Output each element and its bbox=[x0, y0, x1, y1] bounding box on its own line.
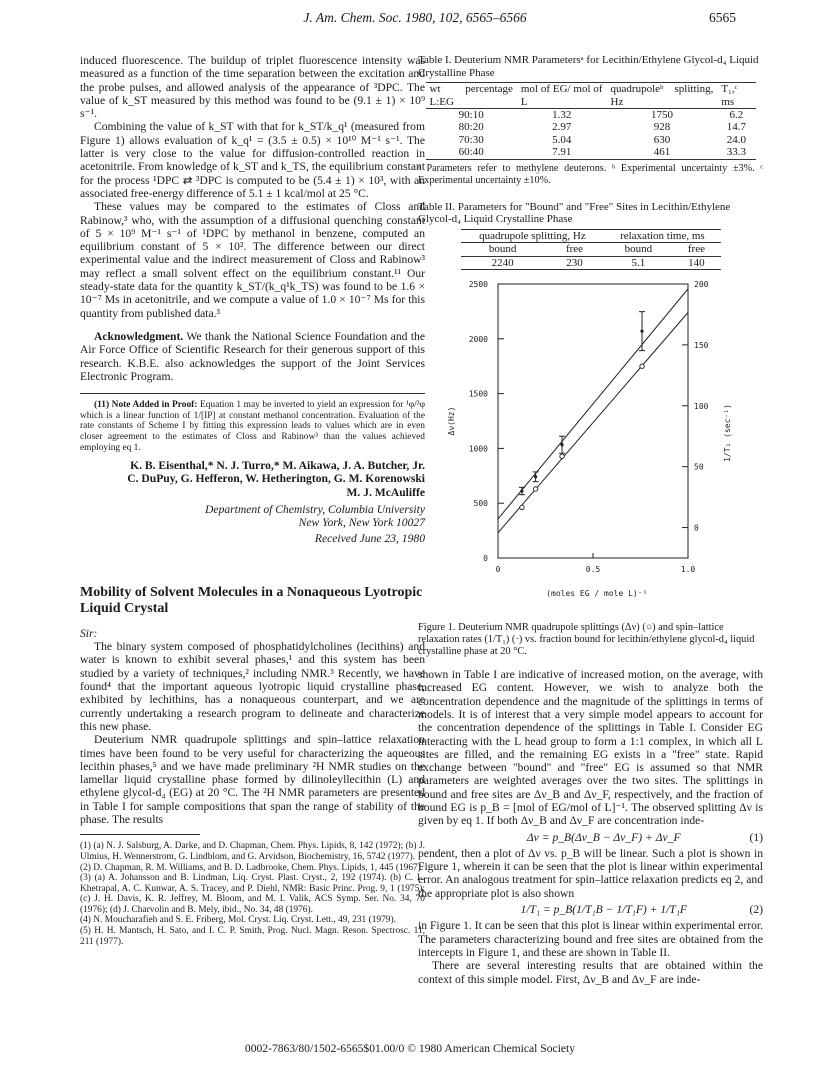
paragraph: These values may be compared to the estimates of Closs and Rabinow,³ who, with the assumption of a diffusional quenching constant of 5 × 10⁹ M⁻¹ s⁻¹ of ¹DPC by methanol in benzene, computed an equilibrium constant of 5 × 10². The difference between our direct experimental value and the indirect measurement of Closs and Rabinow³ may reflect a small solvent effect on the equilibrium constant.¹¹ Our steady-state data for the quantity k_ST/(k_q¹k_TS) was found to be 1.6 × 10⁻⁷ Ms in acetonitrile, and we compute a value of 1.0 × 10⁻⁷ Ms for this quantity from published data.³ bbox=[80, 200, 425, 320]
footnote-11 bbox=[80, 400, 425, 453]
table2-cell: 2240 bbox=[491, 256, 514, 269]
table-cell: 70:30 bbox=[458, 133, 484, 146]
y-right-tick-label: 150 bbox=[694, 340, 709, 350]
right-column bbox=[418, 54, 763, 986]
table1-header: T₁,ᶜ ms bbox=[721, 83, 738, 108]
reference-item: (2) D. Chapman, R. M. Williams, and B. D. Ladbrooke, Chem. Phys. Lipids, 1, 445 (1967). bbox=[80, 862, 424, 873]
y-right-tick-label: 200 bbox=[694, 280, 709, 290]
table2 bbox=[461, 229, 721, 270]
table-cell: 7.91 bbox=[552, 146, 572, 159]
table1-header: wt percentage L:EG bbox=[429, 83, 513, 108]
y-right-tick-label: 100 bbox=[694, 401, 709, 411]
data-point-splitting bbox=[560, 454, 564, 458]
paragraph: Combining the value of k_ST with that for k_ST/k_q¹ (measured from Figure 1) allows evaluation of k_q¹ = (3.5 ± 0.5) × 10¹⁰ M⁻¹ s⁻¹. The latter is very close to the value for diffusion-controlled reaction in acetonitrile. From knowledge of k_ST and k_TS, the equilibrium constant for the process ¹DPC ⇄ ³DPC is computed to be (5.4 ± 1) × 10³, with an associated free-energy difference of 5.1 ± 1 kcal/mol at 25 °C. bbox=[80, 120, 425, 200]
table-cell: 14.7 bbox=[726, 121, 747, 134]
y-left-axis-label: Δν(Hz) bbox=[447, 406, 456, 436]
table2-caption: Table II. Parameters for "Bound" and "Free" Sites in Lecithin/Ethylene Glycol-d₄ Liquid Crystalline Phase bbox=[418, 200, 731, 226]
x-tick-label: 0.5 bbox=[585, 565, 601, 575]
reference-list bbox=[80, 841, 425, 947]
table-cell: 60:40 bbox=[458, 146, 484, 159]
reference-item: (4) N. Moucharafieh and S. E. Friberg, Mol. Cryst. Liq. Cryst. Lett., 49, 231 (1979). bbox=[80, 915, 396, 926]
table-cell: 24.0 bbox=[726, 133, 747, 146]
x-tick-label: 1.0 bbox=[680, 565, 696, 575]
footnote-text: Equation 1 may be inverted to yield an expression for ¹φ/³φ which is a linear function of 1/[IP] at constant methanol concentration. Evaluation of the rate constants of Scheme I by fitting this expression leads to values which are in even closer agreement to the estimates of Closs and Rabinow³ than the values achieved employing eq 1. bbox=[80, 400, 425, 453]
table-cell: 6.2 bbox=[729, 109, 744, 121]
equation-number: (2) bbox=[749, 903, 763, 917]
table-cell: 80:20 bbox=[458, 121, 484, 134]
fit-line-splitting bbox=[498, 313, 688, 533]
table2-group-header: quadrupole splitting, Hz bbox=[461, 229, 605, 242]
paragraph: pendent, then a plot of Δν vs. p_B will be linear. Such a plot is shown in Figure 1, wherein it can be seen that the plot is linear within experimental error. An analogous treatment for spin–lattice relaxation predicts eq 2, and the appropriate plot is also shown bbox=[418, 846, 763, 900]
table1-header: quadrupoleᵇ splitting, Hz bbox=[610, 83, 714, 108]
figure1-chart bbox=[418, 276, 763, 616]
authors-line: M. J. McAuliffe bbox=[346, 485, 425, 499]
left-column bbox=[80, 54, 425, 947]
data-point-splitting bbox=[520, 505, 524, 509]
y-left-tick-label: 1000 bbox=[468, 444, 488, 454]
y-left-tick-label: 1500 bbox=[468, 389, 488, 399]
table-cell: 928 bbox=[653, 121, 671, 134]
paragraph: shown in Table I are indicative of increased motion, on the average, with increased EG content. However, we wish to analyze both the concentration dependence and the magnitude of the splittings in terms of models. It is of interest that a very simple model appears to account for the concentration dependence of the splittings in Table I. Consider EG interacting with the L head group to form a 1:1 complex, in which all L sites are filled, and the remaining EG exists in a "free" state. Rapid exchange between "bound" and "free" EG is assumed so that NMR parameters are weighted averages over the two sites. The splittings in bound and free sites are Δν_B and Δν_F, respectively, and the fraction of bound EG is p_B = [mol of EG/mol of L]⁻¹. The observed splitting Δν is given by eq 1. If both Δν_B and Δν_F are concentration inde- bbox=[418, 668, 763, 828]
equation-text: 1/T₁ = p_B(1/T₁B − 1/T₁F) + 1/T₁F bbox=[520, 903, 687, 917]
table1 bbox=[426, 82, 756, 159]
data-point-relaxation bbox=[560, 443, 563, 446]
table2-subheader: free bbox=[565, 243, 584, 256]
table-cell: 1750 bbox=[650, 109, 673, 121]
equation-text: Δν = p_B(Δν_B − Δν_F) + Δν_F bbox=[526, 830, 681, 844]
reference-item: (3) (a) A. Johansson and B. Lindman, Liq. Cryst. Plast. Cryst., 2, 192 (1974). (b) C. L. Khetrapal, A. C. Kunwar, A. S. Tracey, and P. Diehl, NMR: Basic Princ. Prog. 9, 1 (1975); (c) J. H. Davis, K. R. Jeffrey, M. Bloom, and M. I. Valik, ACS Symp. Ser. No. 34, 70 (1976); (d) J. Charvolin and B. Mely, ibid., No. 34, 48 (1976). bbox=[80, 873, 425, 915]
affiliation-line: Department of Chemistry, Columbia University bbox=[205, 502, 425, 516]
table2-cell: 140 bbox=[688, 256, 705, 269]
journal-citation: J. Am. Chem. Soc. 1980, 102, 6565–6566 bbox=[303, 10, 527, 25]
table-cell: 2.97 bbox=[552, 121, 572, 134]
y-left-tick-label: 2500 bbox=[468, 280, 488, 290]
figure1-caption: Figure 1. Deuterium NMR quadrupole splittings (Δν) (○) and spin–lattice relaxation rates (1/T₁) (·) vs. fraction bound for lecithin/ethylene glycol-d₄ liquid crystalline phase at 20 °C. bbox=[418, 622, 755, 658]
paragraph: The binary system composed of phosphatidylcholines (lecithins) and water is known to exhibit several phases,¹ and this system has been studied by a variety of techniques,² including NMR.³ Recently, we have found⁴ that the important aqueous lyotropic liquid crystalline phase, exhibited by lechithins, has a nonaqueous counterpart, and we are currently undertaking a research program to delineate and characterize this new phase. bbox=[80, 640, 425, 733]
x-axis-label: (moles EG / mole L)⁻¹ bbox=[546, 589, 648, 599]
footnote-heading: (11) Note Added in Proof: bbox=[94, 400, 198, 411]
equation-2 bbox=[418, 903, 763, 916]
equation-1 bbox=[418, 831, 763, 844]
table-cell: 630 bbox=[653, 133, 671, 146]
divider bbox=[80, 834, 200, 835]
table2-subheader: bound bbox=[488, 243, 517, 256]
plot-frame bbox=[498, 284, 688, 558]
acknowledgment-text: We thank the National Science Foundation and the Air Force Office of Scientific Research for their generous support of this research. K.B.E. also acknowledges the support of the Joint Services Electronic Program. bbox=[80, 329, 425, 383]
y-right-tick-label: 50 bbox=[694, 462, 704, 472]
table-row bbox=[426, 109, 756, 122]
reference-item: (5) H. H. Mantsch, H. Sato, and I. C. P. Smith, Prog. Nucl. Magn. Reson. Spectrosc. 11, 211 (1977). bbox=[80, 926, 425, 947]
y-left-tick-label: 500 bbox=[473, 499, 488, 509]
salutation: Sir: bbox=[80, 626, 98, 640]
table1-caption: Table I. Deuterium NMR Parametersᵃ for Lecithin/Ethylene Glycol-d₄ Liquid Crystalline Phase bbox=[418, 54, 759, 79]
y-right-axis-label: 1/T₁ (sec⁻¹) bbox=[723, 404, 732, 462]
table-row bbox=[426, 121, 756, 133]
table2-subheader: bound bbox=[624, 243, 653, 256]
authors-line: C. DuPuy, G. Hefferon, W. Hetherington, G. M. Korenowski bbox=[127, 472, 425, 486]
paragraph: There are several interesting results that are obtained within the context of this simple model. First, Δν_B and Δν_F are inde- bbox=[418, 959, 763, 986]
page-number: 6565 bbox=[709, 10, 736, 25]
table1-notes: ᵃ Parameters refer to methylene deuterons. ᵇ Experimental uncertainty ±3%. ᶜ Experimental uncertainty ±10%. bbox=[418, 162, 763, 186]
data-point-relaxation bbox=[640, 330, 643, 333]
table1-header: mol of EG/ mol of L bbox=[520, 83, 603, 108]
table-cell: 461 bbox=[653, 146, 671, 159]
y-left-tick-label: 0 bbox=[483, 554, 488, 564]
table-cell: 1.32 bbox=[552, 109, 572, 121]
divider bbox=[80, 393, 425, 394]
table-cell: 90:10 bbox=[458, 109, 484, 121]
x-tick-label: 0 bbox=[495, 565, 501, 575]
table2-cell: 5.1 bbox=[631, 256, 646, 269]
acknowledgment-heading: Acknowledgment. bbox=[94, 329, 184, 343]
reference-item: (1) (a) N. J. Salsburg, A. Darke, and D. Chapman, Chem. Phys. Lipids, 8, 142 (1972); (b) J. Ulmius, H. Wennerstrom, G. Lindblom, and G. Arvidson, Biochemistry, 16, 5742 (1977). bbox=[80, 841, 425, 862]
page-footer: 0002-7863/80/1502-6565$01.00/0 © 1980 American Chemical Society bbox=[244, 1042, 576, 1055]
data-point-relaxation bbox=[534, 475, 537, 478]
page-header bbox=[0, 10, 820, 28]
affiliation bbox=[80, 503, 425, 545]
table2-subheader: free bbox=[687, 243, 705, 256]
table-row bbox=[426, 134, 756, 146]
data-point-relaxation bbox=[520, 489, 523, 492]
article-title: Mobility of Solvent Molecules in a Nonaqueous Lyotropic Liquid Crystal bbox=[80, 584, 423, 616]
y-right-tick-label: 0 bbox=[694, 523, 699, 533]
table2-group-header: relaxation time, ms bbox=[604, 229, 720, 242]
paragraph: Deuterium NMR quadrupole splittings and spin–lattice relaxation times have been found to be very useful for characterizing the aqueous lecithin phases,⁵ and we have made preliminary ²H NMR studies on the lamellar liquid crystalline phase formed by dilinoleyllecithin (L) and ethylene glycol-d₄ (EG) at 20 °C. The ²H NMR parameters are presented in Table I for sample compositions that span the range of stability of the phase. The results bbox=[80, 733, 425, 827]
paragraph: induced fluorescence. The buildup of triplet fluorescence intensity was measured as a function of the time separation between the excitation and the probe pulses, and allowed analysis of the appearance of ³DPC. The value of k_ST measured by this method was found to be (9.1 ± 1) × 10⁹ s⁻¹. bbox=[80, 54, 425, 121]
affiliation-line: New York, New York 10027 bbox=[298, 516, 425, 530]
table-cell: 33.3 bbox=[726, 146, 747, 159]
table2-cell: 230 bbox=[566, 256, 583, 269]
table-cell: 5.04 bbox=[552, 133, 572, 146]
table-row bbox=[426, 146, 756, 159]
data-point-splitting bbox=[533, 487, 537, 491]
acknowledgment bbox=[80, 330, 425, 383]
y-left-tick-label: 2000 bbox=[468, 334, 488, 344]
author-list bbox=[80, 459, 425, 499]
data-point-splitting bbox=[640, 364, 644, 368]
received-date: Received June 23, 1980 bbox=[314, 531, 425, 545]
authors-line: K. B. Eisenthal,* N. J. Turro,* M. Aikawa, J. A. Butcher, Jr. bbox=[130, 459, 425, 473]
fit-line-relaxation bbox=[498, 289, 688, 519]
equation-number: (1) bbox=[749, 830, 763, 844]
paragraph: in Figure 1. It can be seen that this plot is linear within experimental error. The parameters characterizing bound and free sites are obtained from the intercepts in Figure 1, and these are shown in Table II. bbox=[418, 919, 763, 959]
